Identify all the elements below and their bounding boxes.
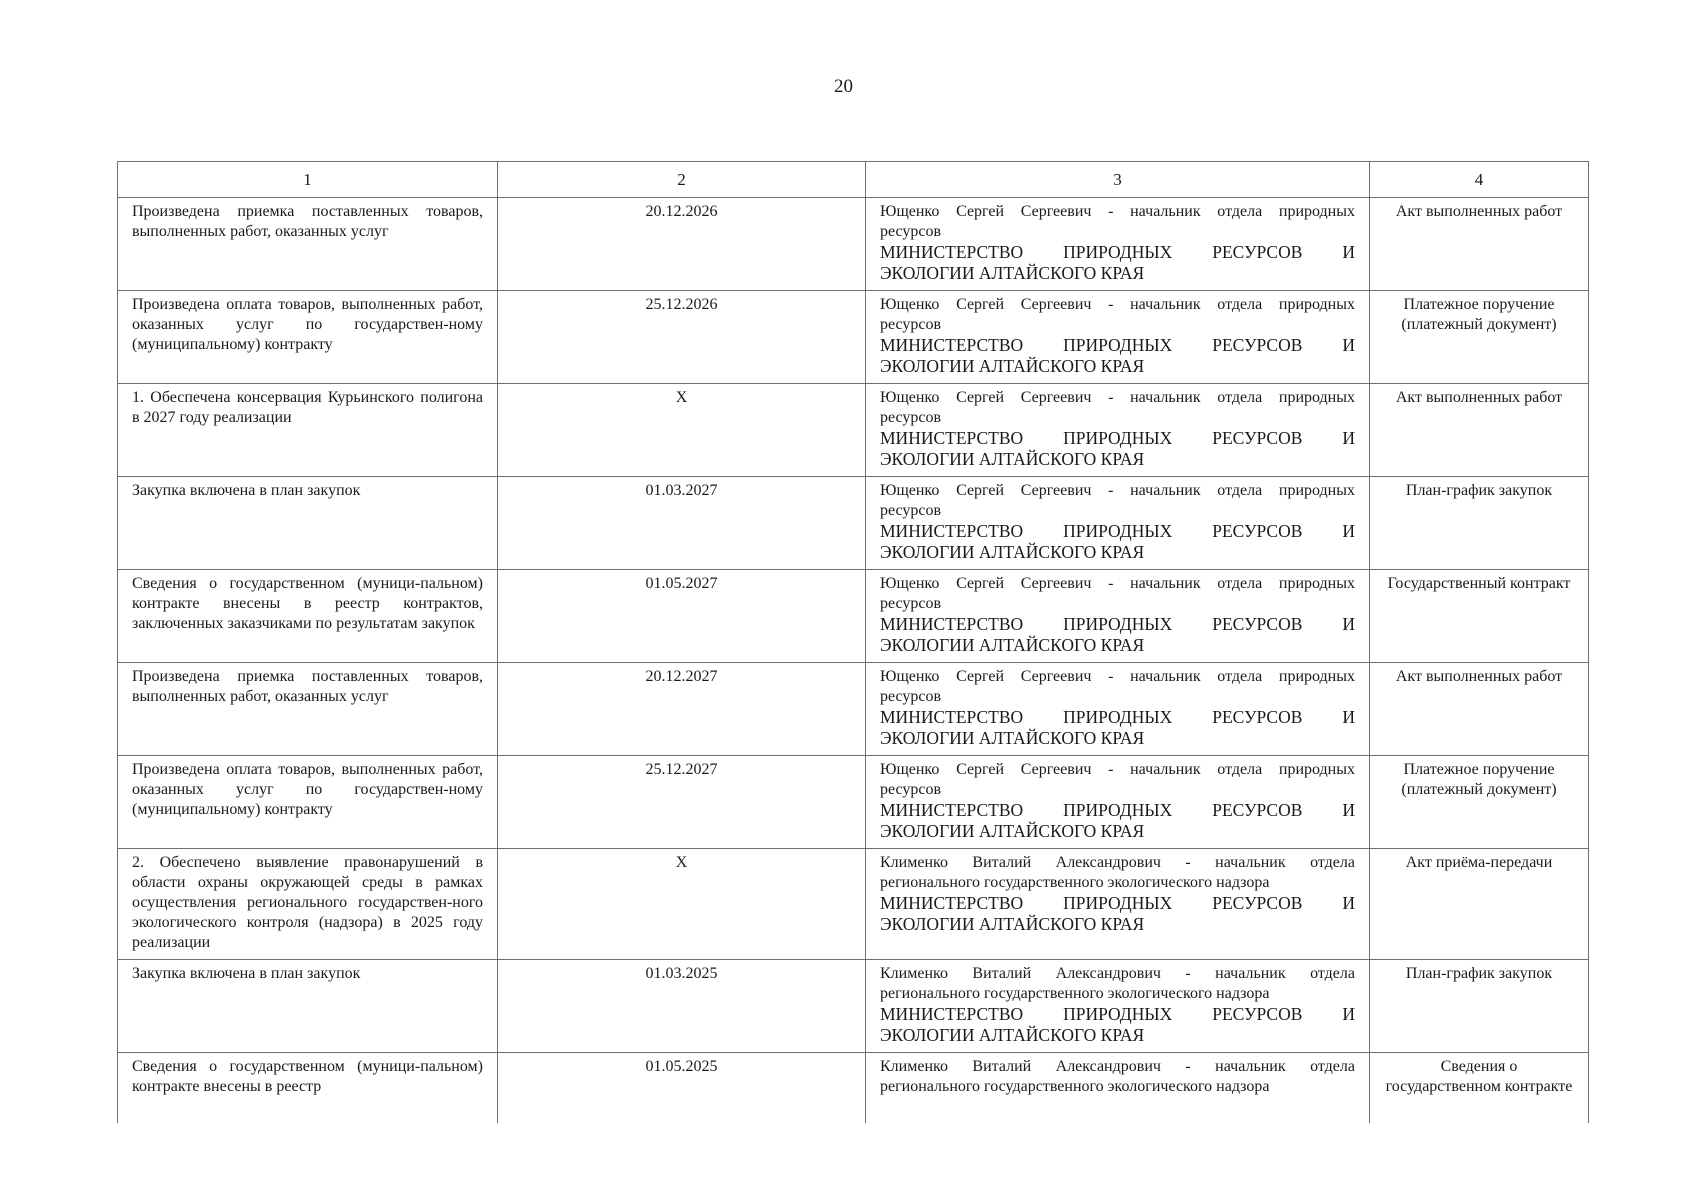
responsible-cell	[866, 1053, 1370, 1124]
responsible-person: Ющенко Сергей Сергеевич - начальник отдела природных	[880, 389, 1355, 406]
event-description: 1. Обеспечена консервация Курьинского полигона в 2027 году реализации	[118, 384, 498, 477]
responsible-person: Клименко Виталий Александрович - начальник отдела	[880, 854, 1355, 871]
organization-name: МИНИСТЕРСТВО ПРИРОДНЫХ РЕСУРСОВ И	[880, 893, 1355, 913]
table-header-row	[118, 162, 1589, 198]
event-description: Сведения о государственном (муници-пальном) контракте внесены в реестр контрактов, заключенных заказчиками по результатам закупок	[118, 570, 498, 663]
organization-name: МИНИСТЕРСТВО ПРИРОДНЫХ РЕСУРСОВ И	[880, 800, 1355, 820]
responsible-person-position: регионального государственного экологического надзора	[880, 1078, 1270, 1095]
responsible-person-position: ресурсов	[880, 781, 942, 798]
event-date: 01.03.2025	[498, 960, 866, 1053]
responsible-person: Ющенко Сергей Сергеевич - начальник отдела природных	[880, 668, 1355, 685]
organization-name-cont: ЭКОЛОГИИ АЛТАЙСКОГО КРАЯ	[880, 914, 1145, 934]
column-header-1: 1	[118, 162, 498, 198]
responsible-person-position: ресурсов	[880, 595, 942, 612]
event-description: Произведена приемка поставленных товаров, выполненных работ, оказанных услуг	[118, 198, 498, 291]
table-header	[118, 162, 1589, 198]
responsible-person: Клименко Виталий Александрович - начальник отдела	[880, 965, 1355, 982]
event-description: Произведена оплата товаров, выполненных работ, оказанных услуг по государствен-ному (муниципальному) контракту	[118, 291, 498, 384]
table-row	[118, 849, 1589, 960]
organization-name: МИНИСТЕРСТВО ПРИРОДНЫХ РЕСУРСОВ И	[880, 428, 1355, 448]
responsible-cell	[866, 663, 1370, 756]
responsible-person-position: ресурсов	[880, 688, 942, 705]
organization-name: МИНИСТЕРСТВО ПРИРОДНЫХ РЕСУРСОВ И	[880, 335, 1355, 355]
organization-name: МИНИСТЕРСТВО ПРИРОДНЫХ РЕСУРСОВ И	[880, 521, 1355, 541]
responsible-person-position: ресурсов	[880, 409, 942, 426]
table-row	[118, 570, 1589, 663]
table-row	[118, 960, 1589, 1053]
responsible-person: Ющенко Сергей Сергеевич - начальник отдела природных	[880, 296, 1355, 313]
organization-name: МИНИСТЕРСТВО ПРИРОДНЫХ РЕСУРСОВ И	[880, 242, 1355, 262]
event-description: Закупка включена в план закупок	[118, 477, 498, 570]
organization-name: МИНИСТЕРСТВО ПРИРОДНЫХ РЕСУРСОВ И	[880, 614, 1355, 634]
responsible-cell	[866, 756, 1370, 849]
column-header-2: 2	[498, 162, 866, 198]
responsible-person: Клименко Виталий Александрович - начальник отдела	[880, 1058, 1355, 1075]
responsible-person: Ющенко Сергей Сергеевич - начальник отдела природных	[880, 575, 1355, 592]
event-description: Закупка включена в план закупок	[118, 960, 498, 1053]
column-header-3: 3	[866, 162, 1370, 198]
responsible-person-position: регионального государственного экологического надзора	[880, 874, 1270, 891]
responsible-person: Ющенко Сергей Сергеевич - начальник отдела природных	[880, 482, 1355, 499]
organization-name-cont: ЭКОЛОГИИ АЛТАЙСКОГО КРАЯ	[880, 821, 1145, 841]
event-date: 20.12.2026	[498, 198, 866, 291]
table-row	[118, 384, 1589, 477]
event-description: Произведена оплата товаров, выполненных работ, оказанных услуг по государствен-ному (муниципальному) контракту	[118, 756, 498, 849]
event-date: X	[498, 384, 866, 477]
responsible-person-position: ресурсов	[880, 223, 942, 240]
table-row	[118, 198, 1589, 291]
event-date: 01.03.2027	[498, 477, 866, 570]
organization-name-cont: ЭКОЛОГИИ АЛТАЙСКОГО КРАЯ	[880, 449, 1145, 469]
organization-name-cont: ЭКОЛОГИИ АЛТАЙСКОГО КРАЯ	[880, 542, 1145, 562]
confirming-document: Акт приёма-передачи	[1370, 849, 1589, 960]
table-body	[118, 198, 1589, 1124]
responsible-cell	[866, 960, 1370, 1053]
responsible-cell	[866, 849, 1370, 960]
responsible-cell	[866, 291, 1370, 384]
confirming-document: План-график закупок	[1370, 960, 1589, 1053]
responsible-cell	[866, 198, 1370, 291]
responsible-person-position: ресурсов	[880, 316, 942, 333]
confirming-document: Акт выполненных работ	[1370, 384, 1589, 477]
event-description: Сведения о государственном (муници-пальном) контракте внесены в реестр	[118, 1053, 498, 1124]
event-description: 2. Обеспечено выявление правонарушений в области охраны окружающей среды в рамках осуществления регионального государствен-ного экологического контроля (надзора) в 2025 году реализации	[118, 849, 498, 960]
page-number: 20	[834, 76, 853, 97]
organization-name-cont: ЭКОЛОГИИ АЛТАЙСКОГО КРАЯ	[880, 1025, 1145, 1045]
table-row	[118, 756, 1589, 849]
organization-name-cont: ЭКОЛОГИИ АЛТАЙСКОГО КРАЯ	[880, 356, 1145, 376]
event-date: 01.05.2027	[498, 570, 866, 663]
table-row	[118, 663, 1589, 756]
event-date: 25.12.2027	[498, 756, 866, 849]
responsible-person-position: ресурсов	[880, 502, 942, 519]
event-date: 01.05.2025	[498, 1053, 866, 1124]
organization-name: МИНИСТЕРСТВО ПРИРОДНЫХ РЕСУРСОВ И	[880, 707, 1355, 727]
event-description: Произведена приемка поставленных товаров, выполненных работ, оказанных услуг	[118, 663, 498, 756]
column-header-4: 4	[1370, 162, 1589, 198]
confirming-document: Платежное поручение (платежный документ)	[1370, 756, 1589, 849]
confirming-document: Сведения о государственном контракте	[1370, 1053, 1589, 1124]
confirming-document: Акт выполненных работ	[1370, 198, 1589, 291]
responsible-cell	[866, 477, 1370, 570]
event-date: 20.12.2027	[498, 663, 866, 756]
responsible-cell	[866, 384, 1370, 477]
responsible-person: Ющенко Сергей Сергеевич - начальник отдела природных	[880, 761, 1355, 778]
table-row	[118, 291, 1589, 384]
confirming-document: Акт выполненных работ	[1370, 663, 1589, 756]
table-row	[118, 1053, 1589, 1124]
implementation-plan-table	[117, 161, 1589, 1123]
responsible-person-position: регионального государственного экологического надзора	[880, 985, 1270, 1002]
responsible-cell	[866, 570, 1370, 663]
confirming-document: Государственный контракт	[1370, 570, 1589, 663]
event-date: 25.12.2026	[498, 291, 866, 384]
organization-name: МИНИСТЕРСТВО ПРИРОДНЫХ РЕСУРСОВ И	[880, 1004, 1355, 1024]
organization-name-cont: ЭКОЛОГИИ АЛТАЙСКОГО КРАЯ	[880, 263, 1145, 283]
responsible-person: Ющенко Сергей Сергеевич - начальник отдела природных	[880, 203, 1355, 220]
organization-name-cont: ЭКОЛОГИИ АЛТАЙСКОГО КРАЯ	[880, 635, 1145, 655]
event-date: X	[498, 849, 866, 960]
organization-name-cont: ЭКОЛОГИИ АЛТАЙСКОГО КРАЯ	[880, 728, 1145, 748]
confirming-document: План-график закупок	[1370, 477, 1589, 570]
confirming-document: Платежное поручение (платежный документ)	[1370, 291, 1589, 384]
table-row	[118, 477, 1589, 570]
